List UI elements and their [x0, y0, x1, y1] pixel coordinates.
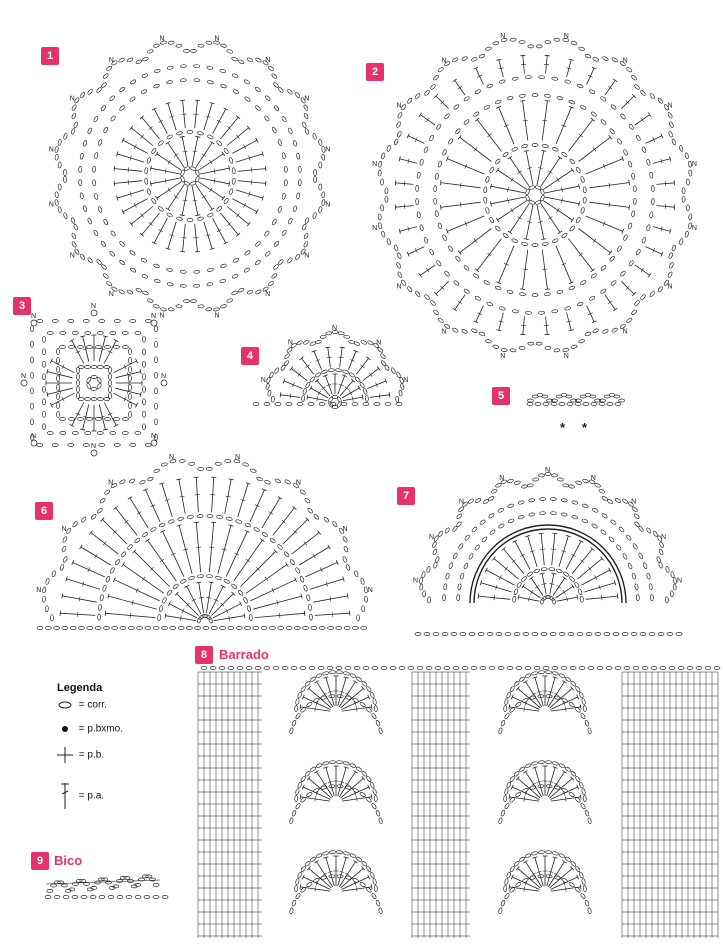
svg-text:N: N	[661, 534, 667, 541]
motif-3-diagram	[21, 303, 167, 456]
svg-text:N: N	[159, 312, 165, 320]
svg-text:N: N	[631, 498, 637, 506]
svg-text:N: N	[214, 35, 220, 43]
svg-text:N: N	[31, 433, 37, 440]
motif-7-badge: 7	[397, 487, 415, 505]
svg-text:N: N	[235, 454, 241, 462]
svg-text:N: N	[159, 35, 165, 43]
svg-text:N: N	[108, 56, 114, 64]
svg-text:N: N	[403, 376, 409, 384]
svg-text:N: N	[396, 102, 402, 110]
svg-text:N: N	[325, 146, 331, 154]
svg-text:N: N	[500, 352, 506, 360]
motif-9-badge: 9	[31, 852, 49, 870]
svg-text:N: N	[161, 373, 167, 380]
svg-text:N: N	[590, 475, 596, 483]
motif-9-title: Bico	[54, 853, 83, 868]
svg-text:N: N	[151, 313, 157, 320]
svg-text:N: N	[367, 587, 373, 594]
svg-text:N: N	[622, 328, 628, 336]
motif-6-diagram	[36, 454, 373, 629]
svg-text:N: N	[325, 201, 331, 209]
svg-text:N: N	[151, 433, 157, 440]
svg-text:N: N	[69, 252, 75, 260]
motif-5-badge: 5	[492, 387, 510, 405]
svg-text:N: N	[69, 95, 75, 103]
chain-oval-icon	[56, 699, 76, 711]
motif-8-title: Barrado	[219, 647, 269, 662]
svg-text:N: N	[61, 526, 67, 534]
legend-row-sc	[56, 745, 104, 765]
legend-text-slip: = p.bxmo.	[78, 723, 123, 735]
svg-text:N: N	[342, 526, 348, 534]
svg-text:N: N	[304, 95, 310, 103]
legend-text-dc: = p.a.	[78, 790, 105, 802]
legend-title: Legenda	[57, 682, 103, 694]
svg-text:N: N	[48, 146, 54, 154]
motif-4-diagram	[253, 325, 408, 409]
legend-row-dc	[56, 781, 104, 811]
svg-text:N: N	[91, 303, 97, 310]
svg-text:N: N	[21, 373, 27, 380]
motif-2-badge: 2	[366, 63, 384, 81]
svg-text:N: N	[563, 352, 569, 360]
svg-text:N: N	[169, 454, 175, 462]
svg-text:*: *	[582, 420, 588, 435]
svg-text:N: N	[376, 339, 382, 347]
svg-text:N: N	[441, 57, 447, 65]
svg-text:N: N	[304, 252, 310, 260]
svg-text:N: N	[396, 283, 402, 291]
motif-1-badge: 1	[41, 47, 59, 65]
cross-icon	[56, 745, 76, 765]
svg-text:N: N	[413, 577, 419, 585]
svg-text:N: N	[622, 57, 628, 65]
dot-icon	[56, 723, 76, 735]
svg-text:N: N	[36, 587, 42, 594]
svg-text:N: N	[691, 224, 697, 232]
svg-text:N: N	[265, 291, 271, 299]
svg-text:N: N	[108, 291, 114, 299]
motif-5-diagram	[527, 394, 625, 436]
svg-text:N: N	[287, 339, 293, 347]
svg-text:N: N	[295, 479, 301, 487]
svg-text:N: N	[500, 33, 506, 41]
svg-text:N: N	[667, 283, 673, 291]
svg-text:N: N	[458, 498, 464, 506]
svg-text:N: N	[332, 325, 338, 332]
svg-text:*: *	[560, 420, 566, 435]
svg-text:N: N	[31, 313, 37, 320]
svg-text:N: N	[691, 161, 697, 169]
svg-text:N: N	[499, 475, 505, 483]
svg-text:N: N	[545, 467, 551, 474]
svg-text:N: N	[260, 376, 266, 384]
svg-text:N: N	[48, 201, 54, 209]
svg-text:N: N	[372, 161, 378, 169]
svg-text:N: N	[214, 312, 220, 320]
svg-text:N: N	[441, 328, 447, 336]
svg-text:N: N	[108, 479, 114, 487]
legend-text-sc: = p.b.	[78, 749, 105, 761]
svg-text:N: N	[667, 102, 673, 110]
legend-row-slip	[56, 723, 123, 735]
motif-9-bico-diagram	[45, 875, 168, 899]
svg-text:N: N	[429, 534, 435, 541]
motif-3-badge: 3	[13, 297, 31, 315]
treble-icon	[56, 781, 76, 811]
motif-8-badge: 8	[195, 646, 213, 664]
legend-text-chain: = corr.	[78, 699, 107, 711]
motif-4-badge: 4	[241, 347, 259, 365]
svg-text:N: N	[265, 56, 271, 64]
motif-2-diagram	[372, 33, 697, 360]
motif-1-diagram	[49, 36, 331, 320]
legend-row-chain	[56, 699, 107, 711]
motif-6-badge: 6	[35, 502, 53, 520]
motif-8-barrado-diagram	[198, 667, 720, 939]
svg-text:N: N	[563, 33, 569, 41]
svg-text:N: N	[91, 443, 97, 450]
svg-text:N: N	[372, 224, 378, 232]
svg-text:N: N	[677, 577, 683, 585]
motif-7-diagram	[413, 467, 682, 636]
